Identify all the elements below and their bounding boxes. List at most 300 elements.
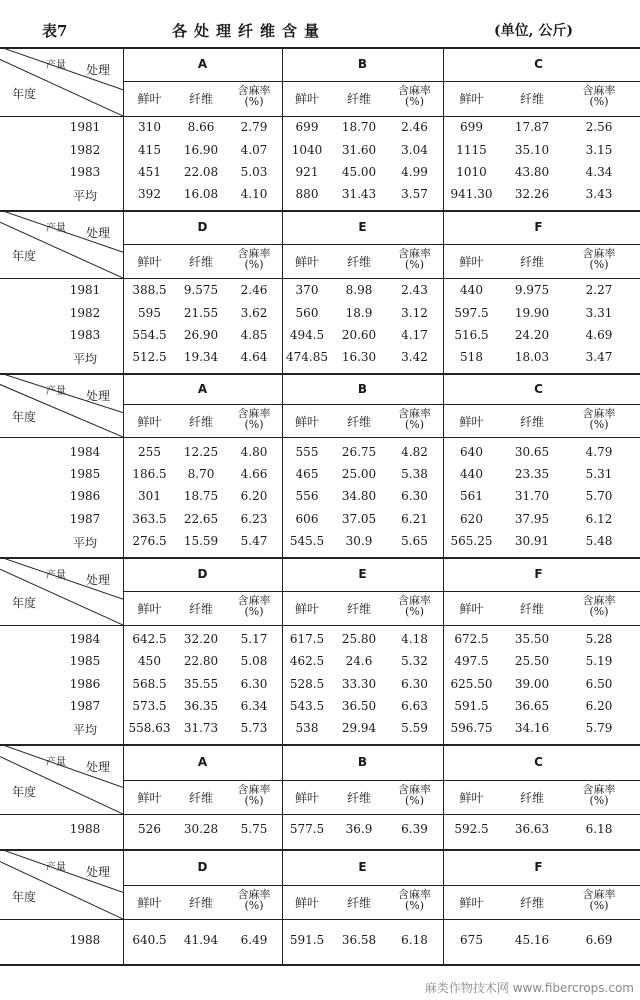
data-cell: 617.5: [289, 632, 325, 646]
data-cell: 592.5: [454, 822, 489, 836]
data-cell: 4.17: [401, 328, 428, 342]
row-year-label: 1987: [69, 699, 101, 713]
data-cell: 3.12: [401, 306, 428, 320]
table-row: [0, 467, 640, 483]
column-header-fresh-leaf: 鲜叶: [137, 791, 162, 805]
data-cell: 554.5: [132, 328, 167, 342]
table-row: [0, 654, 640, 670]
data-cell: 19.34: [183, 350, 219, 364]
column-header-fresh-leaf: 鲜叶: [459, 896, 484, 910]
header-bottom-line: [0, 116, 640, 117]
rate-unit-label: (%): [404, 258, 425, 271]
rate-label: 含麻率: [398, 594, 431, 607]
subheader-line: [123, 885, 640, 886]
rate-unit-label: (%): [589, 605, 609, 618]
corner-treatment-label: 处理: [86, 389, 111, 403]
data-cell: 25.00: [341, 467, 377, 481]
data-cell: 6.12: [585, 512, 613, 526]
data-cell: 6.23: [240, 512, 268, 526]
row-year-label: 1984: [69, 445, 101, 459]
column-header-fiber: 纤维: [346, 791, 371, 805]
corner-yield-label: 产量: [46, 60, 66, 71]
data-cell: 363.5: [132, 512, 167, 526]
column-header-fresh-leaf: 鲜叶: [294, 896, 319, 910]
table-row: [0, 512, 640, 528]
data-cell: 31.70: [514, 489, 550, 503]
column-header-fiber-rate: [226, 408, 282, 430]
data-cell: 5.73: [240, 721, 268, 735]
corner-year-label: 年度: [12, 784, 37, 799]
column-header-fiber: 纤维: [519, 602, 544, 616]
rate-unit-label: (%): [244, 418, 264, 431]
row-year-label: 1986: [69, 489, 101, 503]
table-bottom-line: [0, 964, 640, 966]
group-label-d: D: [197, 567, 208, 581]
corner-treatment-label: 处理: [86, 760, 111, 774]
data-cell: 4.80: [240, 445, 268, 459]
data-cell: 6.30: [240, 677, 268, 691]
corner-year-label: 年度: [12, 410, 37, 425]
row-year-label: 1986: [69, 677, 101, 691]
data-cell: 18.75: [183, 489, 219, 503]
data-cell: 512.5: [132, 350, 167, 364]
table-row: [0, 489, 640, 505]
data-cell: 6.20: [240, 489, 268, 503]
data-cell: 4.07: [240, 143, 268, 157]
column-header-fiber-rate: [386, 85, 443, 107]
corner-treatment-label: 处理: [86, 573, 111, 587]
data-cell: 37.95: [514, 512, 550, 526]
data-cell: 577.5: [289, 822, 325, 836]
data-cell: 591.5: [454, 699, 489, 713]
header-bottom-line: [0, 278, 640, 279]
corner-treatment-label: 处理: [86, 63, 111, 77]
group-label-a: A: [197, 755, 208, 769]
data-cell: 4.18: [401, 632, 428, 646]
data-cell: 595: [138, 306, 161, 320]
data-cell: 474.85: [286, 350, 328, 364]
data-cell: 24.20: [514, 328, 550, 342]
data-cell: 16.90: [183, 143, 219, 157]
data-cell: 9.575: [183, 283, 219, 297]
row-year-label: 1982: [69, 306, 101, 320]
row-year-label: 1982: [69, 143, 101, 157]
table-block: [0, 210, 640, 373]
data-cell: 545.5: [289, 534, 325, 548]
table-row: [0, 677, 640, 693]
row-year-label: 1985: [69, 467, 101, 481]
data-cell: 4.79: [585, 445, 613, 459]
rate-label: 含麻率: [582, 888, 616, 901]
data-cell: 675: [460, 933, 483, 947]
data-cell: 16.30: [341, 350, 377, 364]
group-label-d: D: [197, 220, 208, 234]
group-label-c: C: [534, 57, 543, 71]
subheader-line: [123, 81, 640, 82]
group-label-e: E: [358, 860, 367, 874]
table-row: [0, 120, 640, 136]
group-border: [282, 373, 283, 557]
data-cell: 640: [460, 445, 483, 459]
table-row: [0, 822, 640, 838]
column-header-fiber-rate: [564, 248, 634, 270]
column-header-fiber-rate: [226, 595, 282, 617]
data-cell: 3.04: [401, 143, 428, 157]
data-cell: 36.58: [341, 933, 377, 947]
data-cell: 15.59: [183, 534, 219, 548]
data-cell: 5.31: [585, 467, 613, 481]
column-header-fiber: 纤维: [519, 255, 544, 269]
group-label-f: F: [534, 220, 543, 234]
group-label-f: F: [534, 860, 543, 874]
data-cell: 4.10: [240, 187, 268, 201]
table-row: [0, 283, 640, 299]
data-cell: 5.19: [585, 654, 613, 668]
data-cell: 29.94: [341, 721, 377, 735]
column-header-fiber: 纤维: [188, 791, 213, 805]
corner-yield-label: 产量: [46, 386, 66, 397]
table-row: [0, 165, 640, 181]
corner-yield-label: 产量: [46, 570, 66, 581]
data-cell: 3.15: [585, 143, 613, 157]
data-cell: 2.56: [585, 120, 613, 134]
corner-yield-label: 产量: [46, 862, 66, 873]
data-cell: 880: [295, 187, 319, 201]
data-cell: 5.38: [401, 467, 428, 481]
table-number: 表7: [42, 22, 68, 40]
data-cell: 26.90: [183, 328, 219, 342]
data-cell: 34.80: [341, 489, 377, 503]
data-cell: 5.65: [401, 534, 428, 548]
group-label-e: E: [358, 567, 367, 581]
year-column-border: [123, 557, 124, 744]
data-cell: 565.25: [450, 534, 493, 548]
rate-label: 含麻率: [582, 84, 616, 97]
data-cell: 558.63: [128, 721, 171, 735]
table-block: [0, 849, 640, 964]
header-bottom-line: [0, 919, 640, 920]
data-cell: 5.79: [585, 721, 613, 735]
column-header-fresh-leaf: 鲜叶: [137, 415, 162, 429]
data-cell: 276.5: [132, 534, 167, 548]
table-row: [0, 350, 640, 366]
data-cell: 310: [138, 120, 161, 134]
column-header-fresh-leaf: 鲜叶: [137, 92, 162, 106]
data-cell: 20.60: [341, 328, 377, 342]
rate-unit-label: (%): [589, 899, 609, 912]
data-cell: 18.70: [341, 120, 377, 134]
data-cell: 30.65: [514, 445, 550, 459]
data-cell: 31.60: [341, 143, 377, 157]
data-cell: 36.65: [514, 699, 550, 713]
data-cell: 36.50: [341, 699, 377, 713]
column-header-fiber: 纤维: [188, 255, 213, 269]
group-label-d: D: [197, 860, 208, 874]
table-row: [0, 187, 640, 203]
data-cell: 518: [460, 350, 483, 364]
rate-label: 含麻率: [582, 407, 616, 420]
data-cell: 606: [295, 512, 319, 526]
data-cell: 43.80: [514, 165, 550, 179]
column-header-fresh-leaf: 鲜叶: [294, 92, 319, 106]
row-year-label: 1987: [69, 512, 101, 526]
group-label-a: A: [197, 57, 208, 71]
data-cell: 19.90: [514, 306, 550, 320]
data-cell: 3.43: [585, 187, 613, 201]
column-header-fiber: 纤维: [346, 602, 371, 616]
column-header-fiber-rate: [564, 408, 634, 430]
data-cell: 591.5: [289, 933, 325, 947]
data-cell: 9.975: [514, 283, 550, 297]
header-bottom-line: [0, 814, 640, 815]
data-cell: 568.5: [132, 677, 167, 691]
header-bottom-line: [0, 437, 640, 438]
data-cell: 3.42: [401, 350, 428, 364]
column-header-fresh-leaf: 鲜叶: [294, 255, 319, 269]
corner-treatment-label: 处理: [86, 865, 111, 879]
data-cell: 528.5: [289, 677, 325, 691]
data-cell: 35.50: [514, 632, 550, 646]
data-cell: 34.16: [514, 721, 550, 735]
data-cell: 24.6: [345, 654, 373, 668]
data-cell: 4.82: [401, 445, 428, 459]
data-cell: 672.5: [454, 632, 489, 646]
data-cell: 6.39: [401, 822, 428, 836]
data-cell: 6.69: [585, 933, 613, 947]
data-cell: 6.63: [401, 699, 428, 713]
group-label-c: C: [534, 381, 543, 396]
data-cell: 556: [295, 489, 319, 503]
data-cell: 36.63: [514, 822, 550, 836]
data-cell: 2.79: [240, 120, 268, 134]
row-year-label: 平均: [72, 723, 97, 737]
rate-unit-label: (%): [404, 605, 425, 618]
data-cell: 5.28: [585, 632, 613, 646]
corner-yield-label: 产量: [46, 757, 66, 768]
column-header-fiber: 纤维: [519, 791, 544, 805]
data-cell: 699: [295, 120, 319, 134]
watermark: 麻类作物技术网 www.fibercrops.com: [424, 981, 634, 995]
data-cell: 18.9: [345, 306, 373, 320]
data-cell: 620: [460, 512, 483, 526]
column-header-fiber: 纤维: [188, 896, 213, 910]
data-cell: 255: [138, 445, 161, 459]
rate-unit-label: (%): [589, 95, 609, 108]
data-cell: 4.85: [240, 328, 268, 342]
group-border: [443, 557, 444, 744]
data-cell: 2.46: [240, 283, 268, 297]
rate-label: 含麻率: [237, 783, 271, 796]
data-cell: 30.9: [345, 534, 373, 548]
data-cell: 186.5: [132, 467, 167, 481]
data-cell: 921: [295, 165, 319, 179]
group-label-e: E: [358, 220, 367, 234]
row-year-label: 1984: [69, 632, 101, 646]
data-cell: 6.21: [401, 512, 428, 526]
data-cell: 35.55: [183, 677, 219, 691]
rate-label: 含麻率: [582, 247, 616, 260]
rate-label: 含麻率: [398, 888, 431, 901]
data-cell: 450: [138, 654, 161, 668]
column-header-fresh-leaf: 鲜叶: [459, 602, 484, 616]
column-header-fresh-leaf: 鲜叶: [294, 602, 319, 616]
data-cell: 23.35: [514, 467, 550, 481]
data-cell: 440: [460, 467, 483, 481]
data-cell: 543.5: [289, 699, 325, 713]
table-row: [0, 328, 640, 344]
data-cell: 31.73: [183, 721, 219, 735]
data-cell: 33.30: [341, 677, 377, 691]
data-cell: 370: [295, 283, 319, 297]
data-cell: 3.57: [401, 187, 428, 201]
data-cell: 39.00: [514, 677, 550, 691]
data-cell: 5.03: [240, 165, 268, 179]
data-cell: 642.5: [132, 632, 167, 646]
data-cell: 6.34: [240, 699, 268, 713]
data-cell: 32.26: [514, 187, 550, 201]
table-title: 各处理纤维含量: [172, 22, 327, 40]
column-header-fresh-leaf: 鲜叶: [459, 92, 484, 106]
data-cell: 45.16: [514, 933, 550, 947]
table-block: [0, 373, 640, 557]
data-cell: 36.9: [345, 822, 373, 836]
data-cell: 4.64: [240, 350, 268, 364]
rate-label: 含麻率: [398, 407, 431, 420]
group-border: [282, 557, 283, 744]
data-cell: 573.5: [132, 699, 167, 713]
group-label-b: B: [357, 755, 368, 769]
column-header-fiber-rate: [564, 595, 634, 617]
row-year-label: 平均: [72, 189, 97, 203]
data-cell: 35.10: [514, 143, 550, 157]
row-year-label: 平均: [72, 352, 97, 366]
table-row: [0, 632, 640, 648]
rate-unit-label: (%): [589, 258, 609, 271]
data-cell: 6.49: [240, 933, 268, 947]
column-header-fresh-leaf: 鲜叶: [137, 255, 162, 269]
table-block: [0, 744, 640, 849]
data-cell: 415: [138, 143, 161, 157]
data-cell: 18.03: [514, 350, 550, 364]
column-header-fiber: 纤维: [188, 602, 213, 616]
rate-unit-label: (%): [589, 418, 609, 431]
data-cell: 6.18: [585, 822, 613, 836]
row-year-label: 1981: [69, 120, 101, 134]
data-cell: 5.08: [240, 654, 268, 668]
table-row: [0, 721, 640, 737]
column-header-fiber: 纤维: [519, 415, 544, 429]
rate-unit-label: (%): [244, 258, 264, 271]
subheader-line: [123, 591, 640, 592]
rate-unit-label: (%): [589, 794, 609, 807]
data-cell: 516.5: [454, 328, 489, 342]
column-header-fiber: 纤维: [346, 896, 371, 910]
data-cell: 4.34: [585, 165, 613, 179]
rate-unit-label: (%): [244, 95, 264, 108]
header-bottom-line: [0, 625, 640, 626]
data-cell: 2.46: [401, 120, 428, 134]
column-header-fiber-rate: [564, 85, 634, 107]
table-header: [0, 0, 640, 44]
column-header-fiber-rate: [226, 85, 282, 107]
rate-label: 含麻率: [582, 594, 616, 607]
table-row: [0, 699, 640, 715]
corner-year-label: 年度: [12, 889, 37, 904]
rate-label: 含麻率: [237, 888, 271, 901]
rate-label: 含麻率: [237, 84, 271, 97]
row-year-label: 平均: [72, 536, 97, 550]
rate-label: 含麻率: [398, 84, 431, 97]
corner-year-label: 年度: [12, 596, 37, 611]
data-cell: 22.65: [183, 512, 219, 526]
table-row: [0, 306, 640, 322]
data-cell: 597.5: [454, 306, 489, 320]
data-cell: 462.5: [289, 654, 325, 668]
data-cell: 497.5: [454, 654, 489, 668]
data-cell: 465: [295, 467, 319, 481]
column-header-fiber: 纤维: [346, 92, 371, 106]
corner-treatment-label: 处理: [86, 226, 111, 240]
group-label-f: F: [534, 567, 543, 581]
rate-unit-label: (%): [244, 605, 264, 618]
data-cell: 3.62: [240, 306, 268, 320]
row-year-label: 1988: [69, 822, 101, 836]
data-cell: 560: [295, 306, 319, 320]
rate-unit-label: (%): [404, 794, 425, 807]
data-cell: 526: [138, 822, 161, 836]
column-header-fiber: 纤维: [346, 255, 371, 269]
data-cell: 640.5: [132, 933, 167, 947]
subheader-line: [123, 244, 640, 245]
data-cell: 1010: [456, 165, 487, 179]
column-header-fiber-rate: [564, 784, 634, 806]
group-border: [443, 373, 444, 557]
year-column-border: [123, 373, 124, 557]
group-label-b: B: [357, 381, 368, 396]
data-cell: 12.25: [183, 445, 219, 459]
data-cell: 4.69: [585, 328, 613, 342]
data-cell: 22.08: [183, 165, 219, 179]
data-cell: 5.47: [240, 534, 268, 548]
data-cell: 26.75: [341, 445, 377, 459]
unit-label: (单位, 公斤): [494, 23, 573, 39]
column-header-fiber-rate: [386, 784, 443, 806]
row-year-label: 1983: [69, 165, 101, 179]
data-cell: 388.5: [132, 283, 167, 297]
rate-label: 含麻率: [582, 783, 616, 796]
column-header-fresh-leaf: 鲜叶: [459, 255, 484, 269]
data-cell: 596.75: [450, 721, 493, 735]
corner-yield-label: 产量: [46, 223, 66, 234]
data-cell: 5.75: [240, 822, 268, 836]
data-cell: 5.17: [240, 632, 268, 646]
data-cell: 1040: [291, 143, 323, 157]
data-cell: 301: [138, 489, 161, 503]
column-header-fresh-leaf: 鲜叶: [459, 791, 484, 805]
data-cell: 30.28: [183, 822, 219, 836]
data-cell: 5.32: [401, 654, 428, 668]
data-cell: 6.30: [401, 677, 428, 691]
rate-label: 含麻率: [398, 783, 431, 796]
data-cell: 555: [295, 445, 319, 459]
column-header-fiber-rate: [226, 889, 282, 911]
data-cell: 538: [295, 721, 319, 735]
column-header-fiber: 纤维: [188, 415, 213, 429]
rate-unit-label: (%): [244, 899, 264, 912]
data-cell: 451: [138, 165, 161, 179]
data-cell: 25.50: [514, 654, 550, 668]
table-row: [0, 534, 640, 550]
